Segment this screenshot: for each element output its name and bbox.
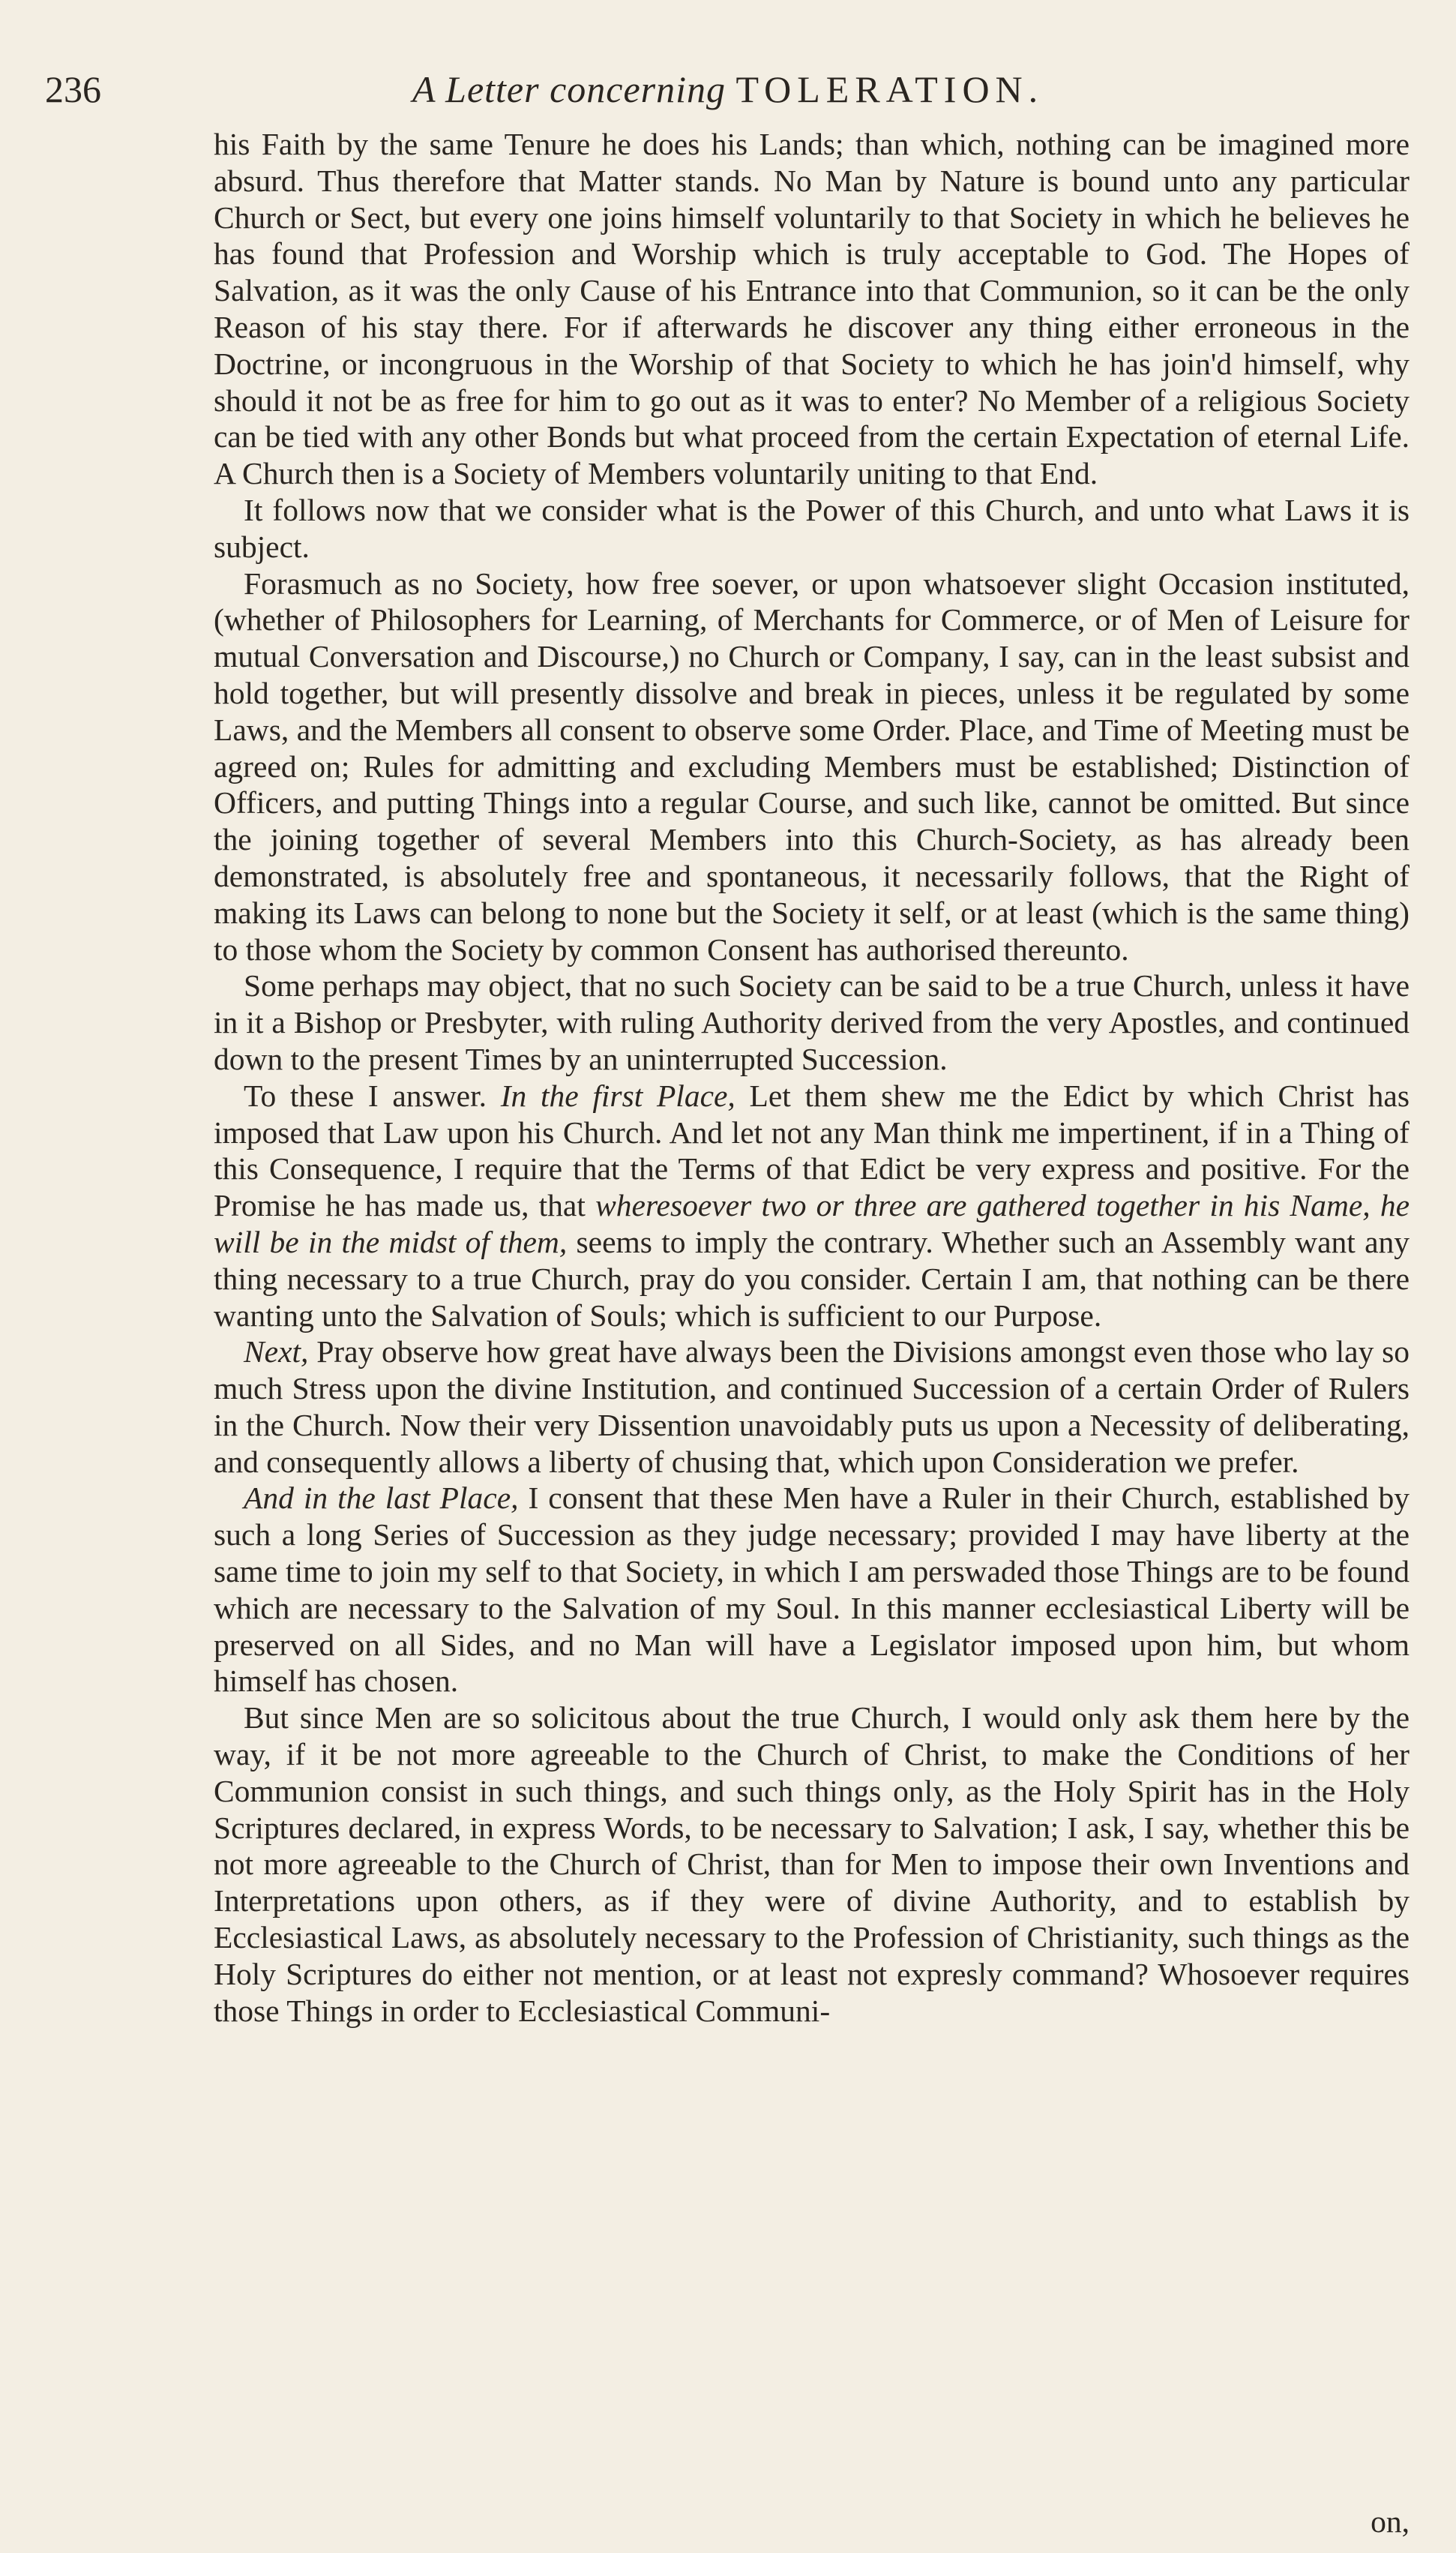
running-title: [412, 68, 1044, 111]
text-run: his Faith by the same Tenure he does his Lands; than which, nothing can be imagined more absurd. Thus therefore that Matter stands. No Man by Nature is bound unto any particular Church or Sect, but every one joins himself voluntarily to that Society in which he believes he has found that Profession and Worship which is truly acceptable to God. The Hopes of Salvation, as it was the only Cause of his Entrance into that Communion, so it can be the only Reason of his stay there. For if afterwards he discover any thing either erroneous in the Doctrine, or incongruous in the Worship of that Society to which he has join'd himself, why should it not be as free for him to go out as it was to enter? No Member of a religious Society can be tied with any other Bonds but what proceed from the certain Expectation of eternal Life. A Church then is a Society of Members voluntarily uniting to that End.: [214, 127, 1410, 491]
paragraph-p5: [214, 1078, 1410, 1334]
catchword: on,: [1371, 2504, 1410, 2539]
paragraph-p7: [214, 1480, 1410, 1700]
text-run: Some perhaps may object, that no such Society can be said to be a true Church, unless it have in it a Bishop or Presbyter, with ruling Authority derived from the very Apostles, and continued down to the present Times by an uninterrupted Succession.: [214, 968, 1410, 1076]
italic-phrase: Next,: [244, 1334, 309, 1370]
paragraph-p1: [214, 126, 1410, 492]
text-run: Let them shew me the Edict by which Christ has imposed that Law upon his Church. And let not any Man think me impertinent, if in a Thing of this Consequence, I require that the Terms of that Edict be very express and positive. For the Promise he has made us, that: [214, 1078, 1410, 1223]
text-run: Forasmuch as no Society, how free soever, or upon whatsoever slight Occasion instituted, (whether of Philosophers for Learning, of Merchants for Commerce, or of Men of Leisure for mutual Conversation and Discourse,) no Church or Company, I say, can in the least subsist and hold together, but will presently dissolve and break in pieces, unless it be regulated by some Laws, and the Members all consent to observe some Order. Place, and Time of Meeting must be agreed on; Rules for admitting and excluding Members must be established; Distinction of Officers, and putting Things into a regular Course, and such like, cannot be omitted. But since the joining together of several Members into this Church-Society, as has already been demonstrated, is absolutely free and spontaneous, it necessarily follows, that the Right of making its Laws can belong to none but the Society it self, or at least (which is the same thing) to those whom the Society by common Consent has authorised thereunto.: [214, 566, 1410, 967]
text-run: To these I answer.: [244, 1078, 501, 1113]
paragraph-p2: [214, 492, 1410, 566]
text-run: I consent that these Men have a Ruler in their Church, established by such a long Series of Succession as they judge necessary; provided I may have liberty at the same time to join my self to that Society, in which I am perswaded those Things are to be found which are necessary to the Salvation of my Soul. In this manner ecclesiastical Liberty will be preserved on all Sides, and no Man will have a Legislator imposed upon him, but whom himself has chosen.: [214, 1480, 1410, 1699]
paragraph-p6: [214, 1334, 1410, 1480]
text-run: It follows now that we consider what is the Power of this Church, and unto what Laws it is subject.: [214, 492, 1410, 564]
page-header: [45, 68, 1410, 128]
italic-phrase: wheresoever two or three are gathered together in his Name, he will be in the midst of them,: [214, 1188, 1410, 1259]
paragraph-p4: [214, 968, 1410, 1077]
paragraph-p3: [214, 566, 1410, 968]
italic-phrase: In the first Place,: [500, 1078, 735, 1113]
text-run: But since Men are so solicitous about the true Church, I would only ask them here by the way, if it be not more agreeable to the Church of Christ, to make the Conditions of her Communion consist in such things, and such things only, as the Holy Spirit has in the Holy Scriptures declared, in express Words, to be necessary to Salvation; I ask, I say, whether this be not more agreeable to the Church of Christ, than for Men to impose their own Inventions and Interpretations upon others, as if they were of divine Authority, and to establish by Ecclesiastical Laws, as absolutely necessary to the Profession of Christianity, such things as the Holy Scriptures do either not mention, or at least not expresly command? Whosoever requires those Things in order to Ecclesiastical Communi-: [214, 1700, 1410, 2028]
text-run: Pray observe how great have always been the Divisions amongst even those who lay so much Stress upon the divine Institution, and continued Succession of a certain Order of Rulers in the Church. Now their very Dissention unavoidably puts us upon a Necessity of deliberating, and consequently allows a liberty of chusing that, which upon Consideration we prefer.: [214, 1334, 1410, 1479]
running-title-caps: TOLERATION.: [735, 68, 1044, 110]
body-text: [214, 126, 1410, 2029]
italic-phrase: And in the last Place,: [244, 1480, 519, 1516]
page-number: 236: [45, 68, 101, 110]
running-title-italic: A Letter concerning: [412, 68, 726, 110]
text-run: seems to imply the contrary. Whether such an Assembly want any thing necessary to a true Church, pray do you consider. Certain I am, that nothing can be there wanting unto the Salvation of Souls; which is sufficient to our Purpose.: [214, 1224, 1410, 1333]
paragraph-p8: [214, 1700, 1410, 2029]
